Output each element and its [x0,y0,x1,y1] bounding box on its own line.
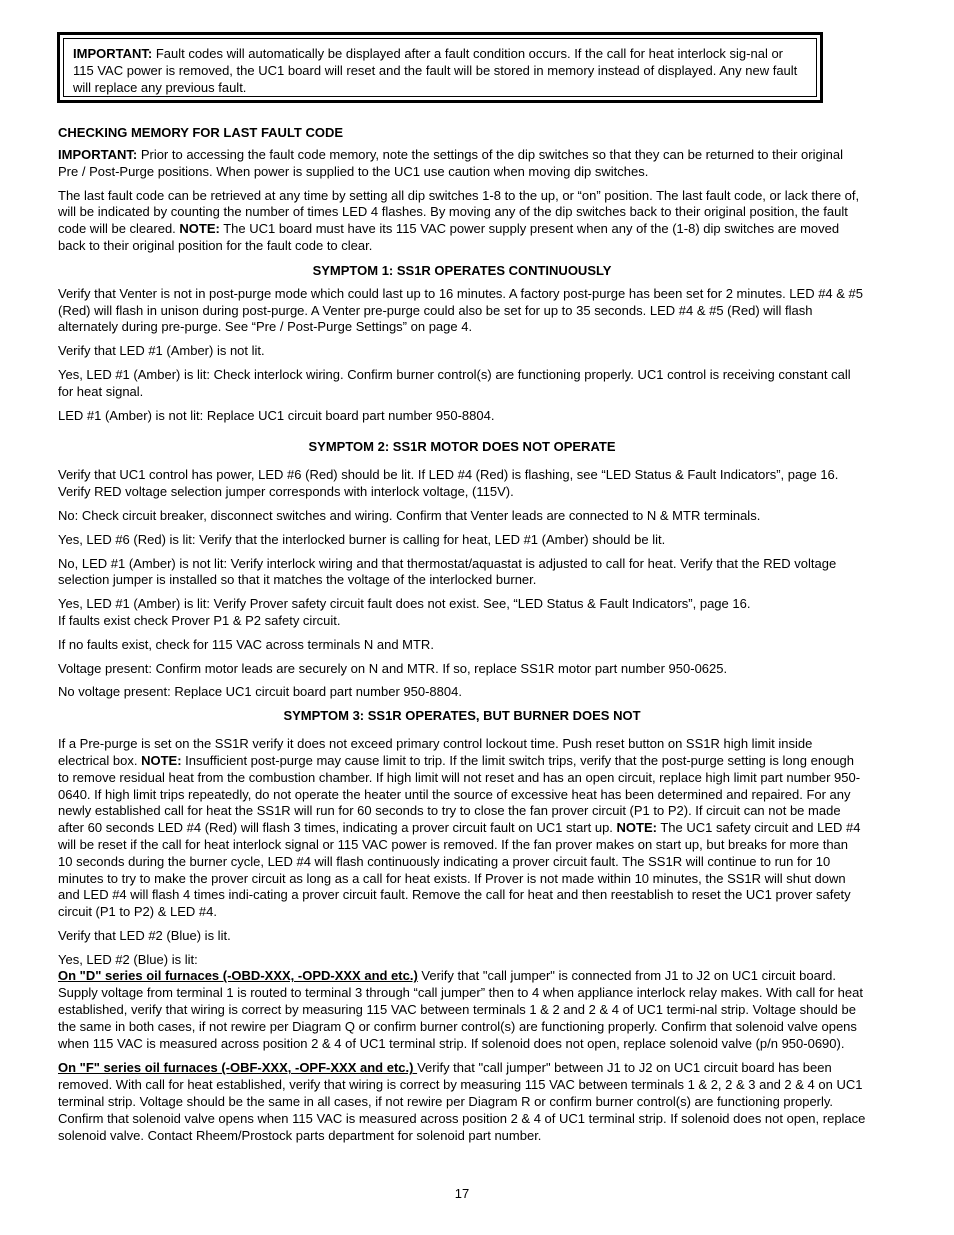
memory-important-label: IMPORTANT: [58,147,138,162]
memory-important-text: Prior to accessing the fault code memory, note the settings of the dip switches so that they can be returned to their original Pre / Post-Purge positions. When power is supplied to the UC1 use caution when moving dip switches. [58,147,843,179]
memory-p2-text: The last fault code can be retrieved at any time by setting all dip switches 1-8 to the up, or “on” position. The last fault code, or lack there of, will be indicated by counting the number of times LED 4 flashes. By moving any of the dip switches back to their original position, the fault code will be cleared. [58,187,860,237]
notice-label: IMPORTANT: [73,46,153,61]
symptom1-p4: LED #1 (Amber) is not lit: Replace UC1 circuit board part number 950-8804. [58,407,495,423]
symptom2-p4: No, LED #1 (Amber) is not lit: Verify interlock wiring and that thermostat/aquastat is adjusted to call for heat. Verify that the RED voltage selection jumper is installed so that it matches the voltage of the interlocked burner. [58,555,837,588]
symptom2-p5 [58,596,866,630]
symptom2-p5a: Yes, LED #1 (Amber) is lit: Verify Prover safety circuit fault does not exist. See, “LED Status & Fault Indicators”, page 16. [58,596,751,612]
symptom3-note1-label: NOTE: [141,752,182,768]
symptom3-p1-c: The UC1 safety circuit and LED #4 will be reset if the call for heat interlock signal or 115 VAC power is removed. If the fan prover makes on start up, but breaks for more than 10 seconds during the burner cycle, LED #4 will flash continuously indicating a prover circuit fault. The SS1R will continue to run for 10 minutes to try to make the prover circuit as long as a call for heat exists. If Prover is not made within 10 minutes, the SS1R will shut down and LED #4 will flash 4 times indi-cating a prover circuit fault. Remove the call for heat and then reestablish to reset the UC1 prover safety circuit (P1 to P2) & LED #4. [58,820,861,920]
symptom3-p1-b: Insufficient post-purge may cause limit to trip. If the limit switch trips, verify that the post-purge setting is long enough to remove residual heat from the combustion chamber. If high limit will not reset and has an open circuit, replace high limit part number 950-0640. If high limit trips repeatedly, do not operate the heater until the source of excessive heat has been determined and repaired. For any newly established call for heat the SS1R will run for 60 seconds to try to close the fan prover circuit (P1 to P2). If circuit can not be made after 60 seconds LED #4 (Red) will flash 3 times, indicating a prover circuit fault on UC1 start up. [58,752,861,836]
symptom1-p2: Verify that LED #1 (Amber) is not lit. [58,343,265,359]
memory-paragraph [58,188,866,255]
symptom3-p2: Verify that LED #2 (Blue) is lit. [58,927,231,943]
symptom2-p7: Voltage present: Confirm motor leads are securely on N and MTR. If so, replace SS1R motor part number 950-0625. [58,660,728,676]
symptom1-p1: Verify that Venter is not in post-purge mode which could last up to 16 minutes. A factory post-purge has been set for 2 minutes. LED #4 & #5 (Red) will flash in unison during post-purge. A Venter pre-purge could also be set for up to 35 seconds. LED #4 & #5 (Red) will flash alternately during pre-purge. See “Pre / Post-Purge Settings” on page 4. [58,285,864,335]
symptom3-note2-label: NOTE: [616,820,657,836]
symptom3-p1 [58,736,866,921]
important-notice-inner [63,38,817,97]
page-content [58,124,866,1144]
symptom1-p3: Yes, LED #1 (Amber) is lit: Check interlock wiring. Confirm burner control(s) are functioning properly. UC1 control is receiving constant call for heat signal. [58,366,851,399]
memory-important-paragraph [58,147,866,181]
important-notice-box [57,32,823,103]
symptom1-heading: SYMPTOM 1: SS1R OPERATES CONTINUOUSLY [312,262,612,278]
page-number: 17 [454,1186,470,1201]
memory-note-text: The UC1 board must have its 115 VAC power supply present when any of the (1-8) dip switches are moved back to their original position for the fault code to clear. [58,221,840,253]
d-series-text: Verify that "call jumper" is connected from J1 to J2 on UC1 circuit board. Supply voltage from terminal 1 is routed to terminal 3 through “call jumper” then to 4 when appliance interlock relay makes. With call for heat established, verify that wiring is correct by measuring 115 VAC between terminals 1 & 2 and 2 & 4 of UC1 termi-nal strip. Voltage should be the same in both cases, if not rewire per Diagram Q or confirm burner control(s) are functioning properly. Confirm that solenoid valve opens when 115 VAC is measured across position 2 & 4 of UC1 terminal strip. If solenoid does not open, replace solenoid valve (p/n 950-0690). [58,968,863,1051]
memory-heading: CHECKING MEMORY FOR LAST FAULT CODE [58,125,344,140]
symptom2-p6: If no faults exist, check for 115 VAC across terminals N and MTR. [58,636,434,652]
symptom2-p2: No: Check circuit breaker, disconnect switches and wiring. Confirm that Venter leads are connected to N & MTR terminals. [58,507,761,523]
d-series-label: On "D" series oil furnaces (-OBD-XXX, -OPD-XXX and etc.) [58,968,418,984]
symptom2-p1: Verify that UC1 control has power, LED #6 (Red) should be lit. If LED #4 (Red) is flashing, see “LED Status & Fault Indicators”, page 16. Verify RED voltage selection jumper corresponds with interlock voltage, (115V). [58,467,839,500]
symptom3-p1-a: If a Pre-purge is set on the SS1R verify it does not exceed primary control lockout time. Push reset button on SS1R high limit inside electrical box. [58,736,813,768]
symptom3-p3-lead: Yes, LED #2 (Blue) is lit: [58,951,198,967]
memory-note-label: NOTE: [179,221,220,237]
symptom2-p8: No voltage present: Replace UC1 circuit board part number 950-8804. [58,684,462,700]
symptom3-p3 [58,952,866,1053]
symptom2-heading: SYMPTOM 2: SS1R MOTOR DOES NOT OPERATE [308,439,616,455]
f-series-label: On "F" series oil furnaces (-OBF-XXX, -OPF-XXX and etc.) [58,1060,418,1076]
symptom2-p5b: If faults exist check Prover P1 & P2 safety circuit. [58,612,341,628]
f-series-text: Verify that "call jumper" between J1 to J2 on UC1 circuit board has been removed. With call for heat established, verify that wiring is correct by measuring 115 VAC between terminals 1 & 2, 2 & 3 and 2 & 4 on UC1 terminal strip. Voltage should be the same in all cases, if not rewire per Diagram R or confirm burner control(s) are functioning properly. Confirm that solenoid valve opens when 115 VAC is measured across position 2 & 4 of UC1 terminal strip. If solenoid does not open, replace solenoid valve. Contact Rheem/Prostock parts department for solenoid part number. [58,1060,866,1143]
symptom2-p3: Yes, LED #6 (Red) is lit: Verify that the interlocked burner is calling for heat, LED #1 (Amber) should be lit. [58,531,666,547]
symptom3-heading: SYMPTOM 3: SS1R OPERATES, BUT BURNER DOES NOT [283,708,641,724]
symptom3-p4 [58,1060,866,1144]
notice-text: Fault codes will automatically be displayed after a fault condition occurs. If the call for heat interlock sig-nal or 115 VAC power is removed, the UC1 board will reset and the fault will be stored in memory instead of displayed. Any new fault will replace any previous fault. [73,46,798,95]
